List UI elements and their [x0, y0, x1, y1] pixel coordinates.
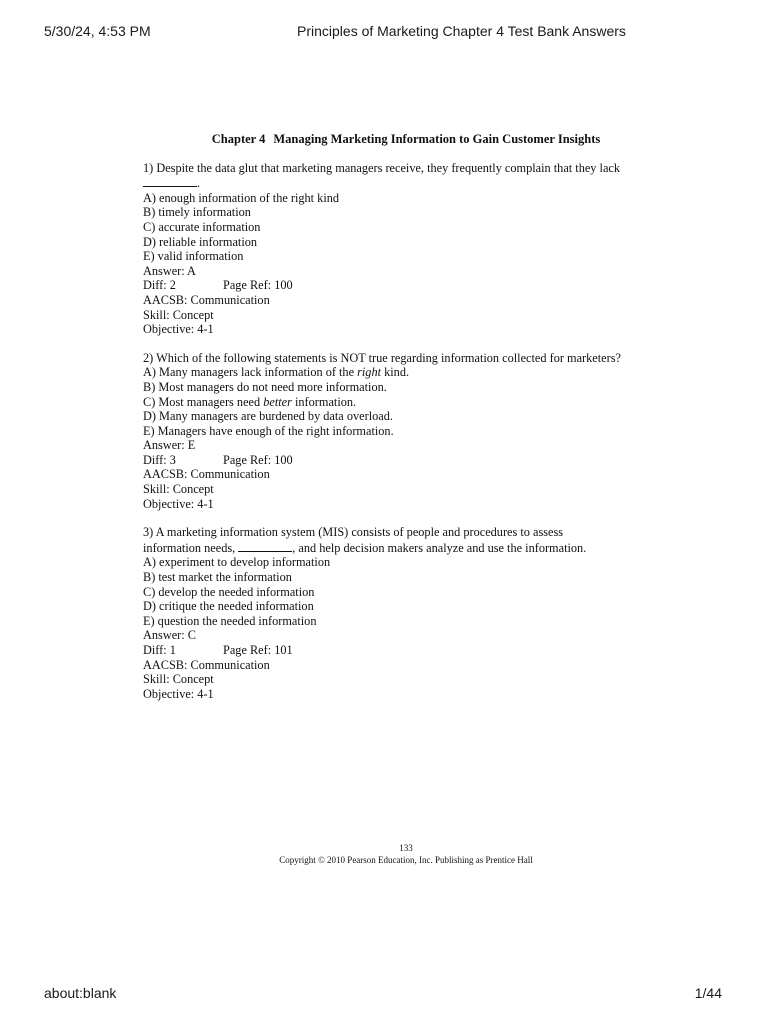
- option-a: A) experiment to develop information: [143, 555, 331, 570]
- aacsb: AACSB: Communication: [143, 292, 270, 307]
- question-3: [143, 525, 669, 701]
- document-page: [143, 132, 669, 715]
- option-a: A) enough information of the right kind: [143, 190, 340, 205]
- difficulty-row: [143, 278, 669, 293]
- option-d: D) reliable information: [143, 234, 258, 249]
- objective: Objective: 4-1: [143, 322, 214, 337]
- difficulty-row: [143, 643, 669, 658]
- skill: Skill: Concept: [143, 482, 214, 497]
- difficulty: Diff: 2: [143, 278, 176, 293]
- chapter-number: Chapter 4: [211, 132, 266, 146]
- difficulty: Diff: 3: [143, 452, 176, 467]
- answer: Answer: E: [143, 438, 196, 453]
- page-number: 133: [399, 843, 413, 853]
- option-c: C) Most managers need better information.: [143, 394, 357, 409]
- option-a: A) Many managers lack information of the right kind.: [143, 365, 410, 380]
- blank-line: [238, 540, 292, 552]
- option-d: D) critique the needed information: [143, 599, 314, 614]
- question-2: [143, 351, 669, 512]
- difficulty-row: [143, 453, 669, 468]
- option-b: B) timely information: [143, 205, 251, 220]
- question-stem: 3) A marketing information system (MIS) consists of people and procedures to assess: [143, 525, 564, 540]
- option-c: C) develop the needed information: [143, 584, 315, 599]
- question-stem-continued: information needs, , and help decision makers analyze and use the information.: [143, 540, 587, 555]
- question-stem: 2) Which of the following statements is NOT true regarding information collected for marketers?: [143, 350, 621, 365]
- print-header: [0, 23, 768, 43]
- answer-blank: .: [143, 175, 669, 191]
- page-ref: Page Ref: 100: [223, 452, 293, 467]
- option-b: B) Most managers do not need more information.: [143, 379, 387, 394]
- print-page-title: Principles of Marketing Chapter 4 Test Bank Answers: [297, 23, 626, 39]
- option-e: E) question the needed information: [143, 613, 317, 628]
- difficulty: Diff: 1: [143, 643, 176, 657]
- page-ref: Page Ref: 100: [223, 278, 293, 293]
- question-stem: 1) Despite the data glut that marketing managers receive, they frequently complain that they lack: [143, 160, 621, 175]
- page-footer: [0, 842, 768, 866]
- aacsb: AACSB: Communication: [143, 657, 270, 672]
- print-page-count: 1/44: [694, 985, 722, 1001]
- skill: Skill: Concept: [143, 307, 214, 322]
- option-e: E) valid information: [143, 249, 244, 264]
- option-b: B) test market the information: [143, 570, 292, 585]
- page-ref: Page Ref: 101: [223, 643, 293, 657]
- objective: Objective: 4-1: [143, 496, 214, 511]
- answer: Answer: A: [143, 263, 196, 278]
- answer: Answer: C: [143, 628, 196, 643]
- question-1: [143, 161, 669, 337]
- skill: Skill: Concept: [143, 672, 214, 687]
- chapter-title: [143, 132, 669, 147]
- option-c: C) accurate information: [143, 219, 261, 234]
- option-d: D) Many managers are burdened by data overload.: [143, 409, 393, 424]
- print-datetime: 5/30/24, 4:53 PM: [44, 23, 151, 39]
- blank-line: [143, 175, 197, 187]
- option-e: E) Managers have enough of the right information.: [143, 423, 394, 438]
- copyright-notice: Copyright © 2010 Pearson Education, Inc. Publishing as Prentice Hall: [279, 855, 533, 865]
- objective: Objective: 4-1: [143, 686, 214, 701]
- aacsb: AACSB: Communication: [143, 467, 270, 482]
- chapter-name: Managing Marketing Information to Gain Customer Insights: [273, 132, 601, 146]
- print-footer: [0, 985, 768, 1005]
- print-url: about:blank: [44, 985, 117, 1001]
